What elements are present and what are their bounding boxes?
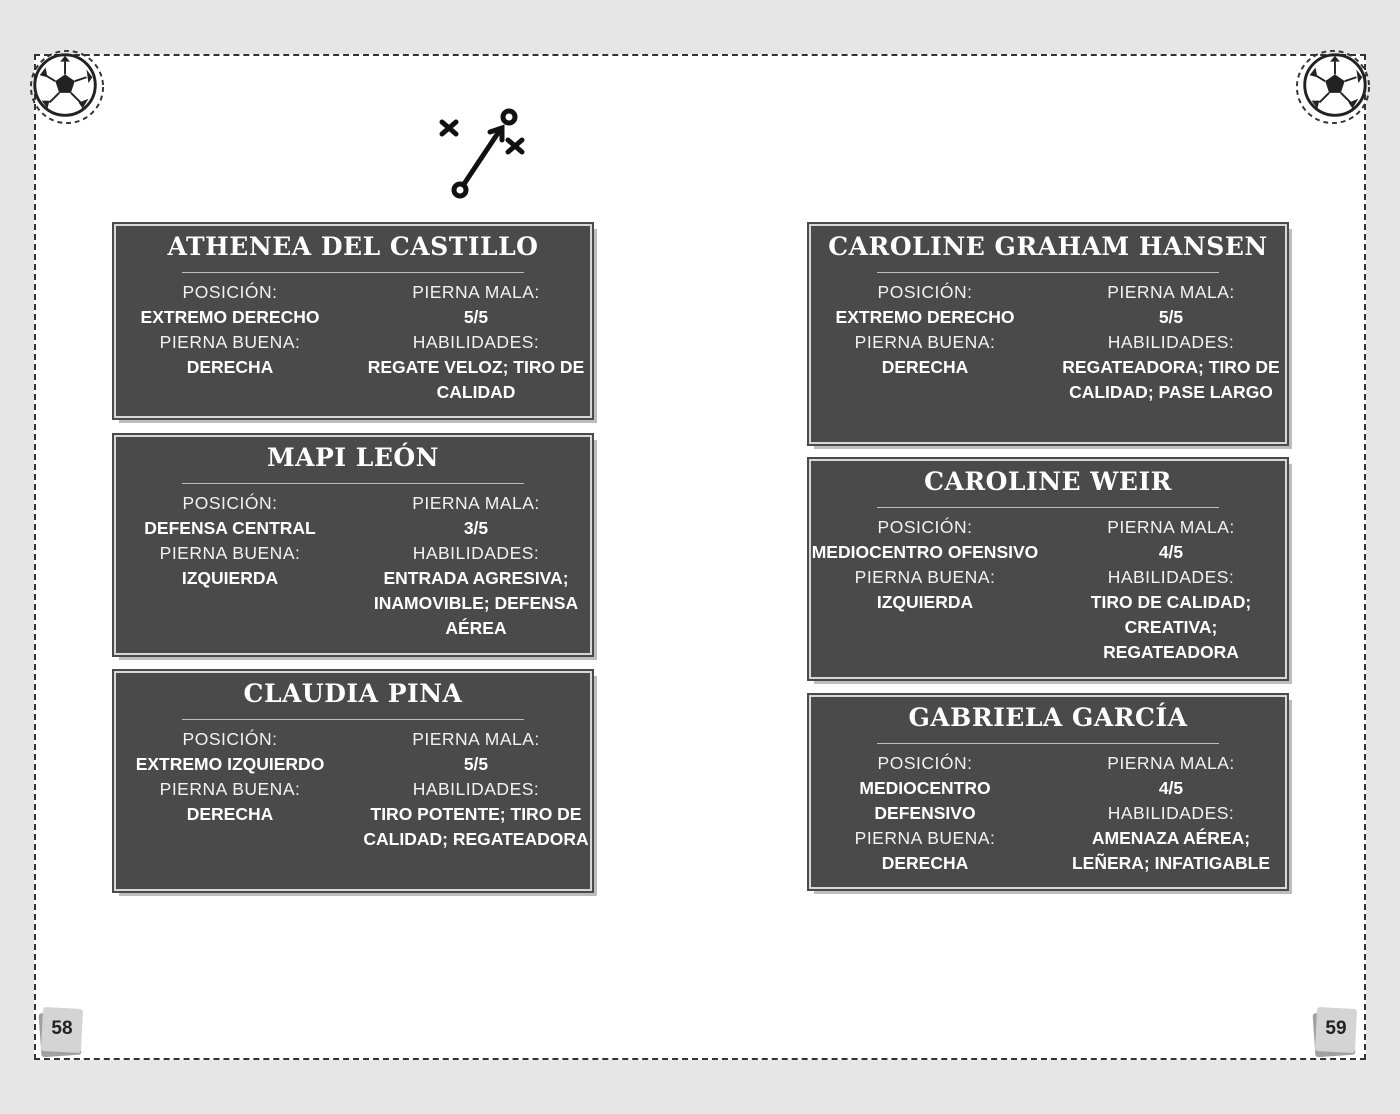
good-leg-value: IZQUIERDA: [876, 592, 974, 612]
skills-value: REGATE VELOZ; TIRO DE CALIDAD: [367, 357, 585, 402]
position-label: POSICIÓN:: [182, 282, 278, 302]
player-card: [114, 435, 592, 655]
good-leg-value: DERECHA: [186, 357, 274, 377]
bad-leg-label: PIERNA MALA:: [412, 493, 540, 513]
player-card: [114, 671, 592, 891]
bad-leg-value: 5/5: [463, 307, 489, 327]
player-info-right: [1055, 751, 1287, 876]
bad-leg-value: 5/5: [1158, 307, 1184, 327]
player-name: MAPI LEÓN: [266, 443, 440, 472]
page-number-right: [1310, 1004, 1362, 1056]
player-info-left: [116, 491, 344, 591]
divider: [182, 483, 524, 484]
bad-leg-label: PIERNA MALA:: [412, 282, 540, 302]
soccer-ball-icon: [28, 48, 106, 126]
good-leg-label: PIERNA BUENA:: [159, 779, 301, 799]
divider: [877, 272, 1219, 273]
bad-leg-value: 3/5: [463, 518, 489, 538]
bad-leg-value: 4/5: [1158, 778, 1184, 798]
position-value: EXTREMO DERECHO: [140, 307, 320, 327]
player-info-left: [811, 280, 1039, 380]
skills-label: HABILIDADES:: [1107, 803, 1235, 823]
skills-label: HABILIDADES:: [1107, 332, 1235, 352]
good-leg-label: PIERNA BUENA:: [159, 332, 301, 352]
position-value: EXTREMO IZQUIERDO: [135, 754, 325, 774]
good-leg-label: PIERNA BUENA:: [854, 567, 996, 587]
bad-leg-value: 4/5: [1158, 542, 1184, 562]
position-value: MEDIOCENTRO OFENSIVO: [811, 542, 1039, 562]
good-leg-value: DERECHA: [881, 853, 969, 873]
player-info-right: [1055, 515, 1287, 665]
position-value: DEFENSA CENTRAL: [144, 518, 316, 538]
player-info-right: [1055, 280, 1287, 405]
player-info-left: [811, 515, 1039, 615]
tactic-play-icon: [432, 104, 532, 204]
player-card: [809, 459, 1287, 679]
position-label: POSICIÓN:: [877, 282, 973, 302]
bad-leg-label: PIERNA MALA:: [1107, 517, 1235, 537]
page-number-text: 58: [51, 1018, 73, 1039]
skills-label: HABILIDADES:: [412, 779, 540, 799]
bad-leg-label: PIERNA MALA:: [412, 729, 540, 749]
position-label: POSICIÓN:: [182, 493, 278, 513]
position-value: MEDIOCENTRO DEFENSIVO: [859, 778, 991, 823]
good-leg-label: PIERNA BUENA:: [854, 828, 996, 848]
skills-value: REGATEADORA; TIRO DE CALIDAD; PASE LARGO: [1062, 357, 1280, 402]
divider: [182, 272, 524, 273]
skills-label: HABILIDADES:: [1107, 567, 1235, 587]
position-label: POSICIÓN:: [877, 517, 973, 537]
good-leg-value: IZQUIERDA: [181, 568, 279, 588]
player-name: GABRIELA GARCÍA: [908, 703, 1188, 732]
player-name: ATHENEA DEL CASTILLO: [167, 232, 539, 261]
player-info-left: [116, 727, 344, 827]
good-leg-value: DERECHA: [881, 357, 969, 377]
player-info-left: [116, 280, 344, 380]
soccer-ball-icon: [1294, 48, 1372, 126]
player-card: [809, 695, 1287, 889]
page-number-left: [36, 1004, 88, 1056]
bad-leg-label: PIERNA MALA:: [1107, 282, 1235, 302]
player-info-right: [360, 727, 592, 852]
player-info-right: [360, 280, 592, 405]
skills-value: TIRO POTENTE; TIRO DE CALIDAD; REGATEADORA: [363, 804, 589, 849]
divider: [877, 743, 1219, 744]
skills-label: HABILIDADES:: [412, 543, 540, 563]
skills-value: AMENAZA AÉREA; LEÑERA; INFATIGABLE: [1071, 828, 1270, 873]
skills-value: TIRO DE CALIDAD; CREATIVA; REGATEADORA: [1090, 592, 1252, 662]
skills-label: HABILIDADES:: [412, 332, 540, 352]
position-label: POSICIÓN:: [877, 753, 973, 773]
bad-leg-label: PIERNA MALA:: [1107, 753, 1235, 773]
player-info-left: [811, 751, 1039, 876]
page-number-text: 59: [1325, 1018, 1347, 1039]
position-value: EXTREMO DERECHO: [835, 307, 1015, 327]
skills-value: ENTRADA AGRESIVA; INAMOVIBLE; DEFENSA AÉREA: [373, 568, 579, 638]
player-name: CAROLINE WEIR: [924, 467, 1172, 496]
player-card: [114, 224, 592, 418]
position-label: POSICIÓN:: [182, 729, 278, 749]
good-leg-value: DERECHA: [186, 804, 274, 824]
bad-leg-value: 5/5: [463, 754, 489, 774]
good-leg-label: PIERNA BUENA:: [854, 332, 996, 352]
good-leg-label: PIERNA BUENA:: [159, 543, 301, 563]
player-name: CLAUDIA PINA: [243, 679, 463, 708]
player-card: [809, 224, 1287, 444]
divider: [877, 507, 1219, 508]
player-info-right: [360, 491, 592, 641]
divider: [182, 719, 524, 720]
player-name: CAROLINE GRAHAM HANSEN: [828, 232, 1268, 261]
